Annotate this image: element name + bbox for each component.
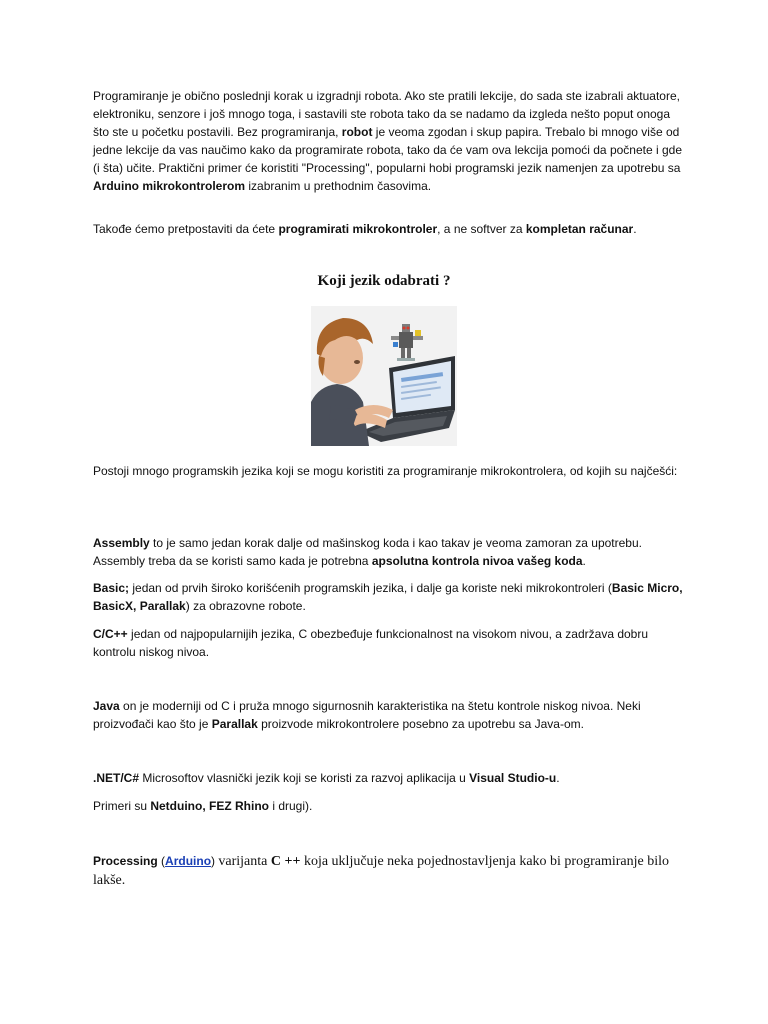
assumption-paragraph [93, 220, 683, 238]
text-run: Takođe ćemo pretpostaviti da ćete [93, 222, 279, 236]
text-run: on je moderniji od C i pruža mnogo sigurnosnih karakteristika na štetu kontrole niskog nivoa. Neki proizvođači kao što je [93, 699, 641, 731]
text-run: , a ne softver za [437, 222, 526, 236]
text-run-bold: kompletan računar [525, 222, 634, 236]
text-run: . [633, 222, 637, 236]
intro-paragraph [93, 87, 683, 195]
basic-paragraph [93, 579, 683, 615]
text-run-bold: robot [341, 125, 373, 139]
java-paragraph [93, 697, 683, 733]
text-run-bold: apsolutna kontrola nivoa vašeg koda [371, 554, 583, 568]
text-run-bold: C ++ [270, 854, 301, 869]
text-run-bold: Parallak [211, 717, 258, 731]
language-name: Processing [93, 854, 158, 868]
text-run-bold: Arduino mikrokontrolerom [93, 179, 246, 193]
text-run: Primeri su [93, 799, 151, 813]
text-run: to je samo jedan korak dalje od mašinskog koda i kao takav je veoma zamoran za upotrebu. Assembly treba da se koristi samo kada je potrebna [93, 536, 642, 568]
text-run: jedan od najpopularnijih jezika, C obezbeđuje funkcionalnost na visokom nivou, a zadržava dobru kontrolu niskog nivoa. [93, 627, 649, 659]
text-run-bold: Basic Micro, BasicX, Parallak [93, 581, 683, 613]
text-run: jedan od prvih široko korišćenih programskih jezika, i dalje ga koriste neki mikrokontroleri ( [129, 581, 612, 595]
text-run: Microsoftov vlasnički jezik koji se koristi za razvoj aplikacija u [139, 771, 470, 785]
text-run: koja uključuje neka pojednostavljenja kako bi programiranje bilo lakše. [93, 854, 670, 888]
text-run: Programiranje je obično poslednji korak u izgradnji robota. Ako ste pratili lekcije, do sada ste izabrali aktuatore, elektroniku, senzore i još mnogo toga, i sastavili ste robota tako da se nadamo da izgleda nešto poput onoga što ste u početku postavili. Bez programiranja, [93, 89, 680, 139]
text-run: ) [211, 854, 219, 868]
text-run: je veoma zgodan i skup papira. Trebalo bi mnogo više od jedne lekcije da vas naučimo kako da programirate robota, tako da će vam ova lekcija pomoći da počnete i gde (i šta) učite. Praktični primer će koristiti "Processing", popularni hobi programski jezik namenjen za upotrebu sa [93, 125, 683, 175]
language-name: Basic; [93, 581, 130, 595]
text-run: varijanta [218, 854, 271, 869]
assembly-paragraph [93, 534, 683, 570]
language-name: Java [93, 699, 120, 713]
processing-paragraph [93, 852, 683, 890]
text-run: izabranim u prethodnim časovima. [245, 179, 432, 193]
text-run: . [556, 771, 560, 785]
languages-intro-paragraph: Postoji mnogo programskih jezika koji se mogu koristiti za programiranje mikrokontrolera, od kojih su najčešći: [93, 464, 678, 478]
language-name: .NET/C# [93, 771, 140, 785]
examples-paragraph [93, 797, 683, 815]
arduino-link[interactable]: Arduino [165, 854, 212, 868]
text-run: ( [157, 854, 166, 868]
language-name: C/C++ [93, 627, 128, 641]
section-heading: Koji jezik odabrati ? [317, 273, 451, 289]
text-run-bold: Netduino, FEZ Rhino [150, 799, 269, 813]
cpp-paragraph [93, 625, 683, 661]
text-run: . [582, 554, 586, 568]
text-run-bold: Visual Studio-u [469, 771, 557, 785]
boy-programming-robot-image [311, 306, 457, 446]
dotnet-paragraph [93, 769, 683, 787]
text-run: i drugi). [269, 799, 313, 813]
text-run: proizvode mikrokontrolere posebno za upotrebu sa Java-om. [257, 717, 584, 731]
text-run: ) za obrazovne robote. [185, 599, 306, 613]
language-name: Assembly [93, 536, 150, 550]
text-run-bold: programirati mikrokontroler [278, 222, 438, 236]
